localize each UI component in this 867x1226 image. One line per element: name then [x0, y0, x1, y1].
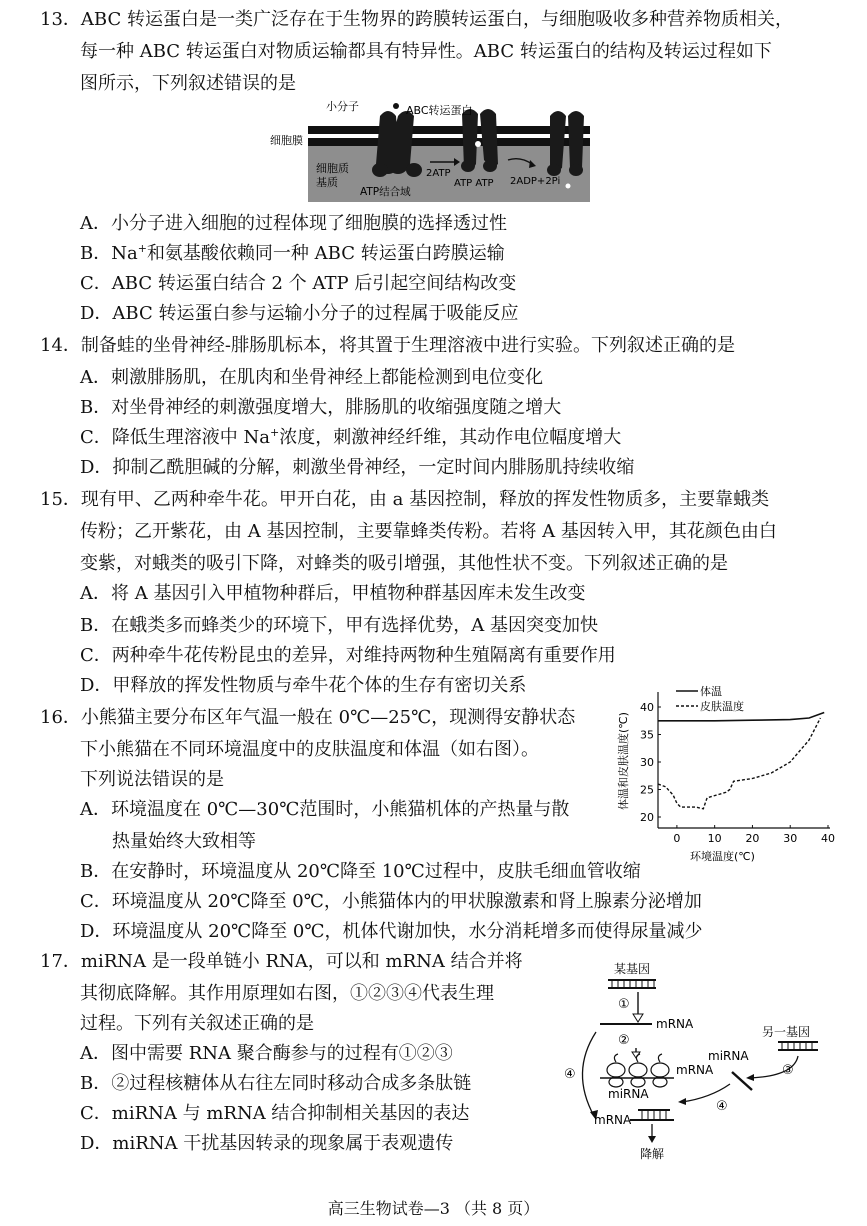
process-3-marker: ③ — [782, 1063, 794, 1078]
q16-option-d: D．环境温度从 20℃降至 0℃，机体代谢加快，水分消耗增多而使得尿量减少 — [80, 921, 703, 942]
process-4-marker-right: ④ — [716, 1099, 728, 1114]
q17-stem-line3: 过程。下列有关叙述正确的是 — [80, 1013, 314, 1034]
q17-option-a: A．图中需要 RNA 聚合酶参与的过程有①②③ — [80, 1043, 453, 1064]
q15-option-c: C．两种牵牛花传粉昆虫的差异，对维持两物种生殖隔离有重要作用 — [80, 645, 616, 666]
matrix-label-1: 细胞质 — [316, 162, 349, 175]
x-tick-label: 40 — [821, 832, 835, 845]
q14-option-b: B．对坐骨神经的刺激强度增大，腓肠肌的收缩强度随之增大 — [80, 397, 562, 418]
mirna-strand — [732, 1072, 752, 1090]
other-gene-label: 另一基因 — [762, 1025, 811, 1039]
legend-skin-temp: 皮肤温度 — [700, 700, 744, 713]
arrow-adp-label: 2ADP+2Pi — [510, 176, 561, 187]
page-footer: 高三生物试卷—3 （共 8 页） — [327, 1199, 540, 1218]
q16-option-c: C．环境温度从 20℃降至 0℃，小熊猫体内的甲状腺激素和肾上腺素分泌增加 — [80, 891, 702, 912]
process-1-marker: ① — [618, 997, 630, 1012]
temperature-chart — [612, 678, 837, 864]
x-axis-label: 环境温度(℃) — [690, 850, 755, 863]
atp-domain-label: ATP结合域 — [360, 186, 411, 198]
q15-option-b: B．在蛾类多而蜂类少的环境下，甲有选择优势，A 基因突变加快 — [80, 615, 598, 636]
q15-option-a: A．将 A 基因引入甲植物种群后，甲植物种群基因库未发生改变 — [80, 583, 586, 604]
mrna-label-top: mRNA — [656, 1017, 694, 1031]
mirna-label-bottom: miRNA — [608, 1087, 649, 1101]
q13-stem-line1: 13．ABC 转运蛋白是一类广泛存在于生物界的跨膜转运蛋白，与细胞吸收多种营养物质相关， — [40, 9, 793, 30]
q13-option-c: C．ABC 转运蛋白结合 2 个 ATP 后引起空间结构改变 — [80, 273, 517, 294]
q14-option-d: D．抑制乙酰胆碱的分解，刺激坐骨神经，一定时间内腓肠肌持续收缩 — [80, 457, 635, 478]
gene-dna — [608, 980, 656, 988]
q14-stem: 14．制备蛙的坐骨神经-腓肠肌标本，将其置于生理溶液中进行实验。下列叙述正确的是 — [40, 335, 735, 356]
q14-option-c: C．降低生理溶液中 Na+浓度，刺激神经纤维，其动作电位幅度增大 — [80, 426, 622, 448]
q15-option-d: D．甲释放的挥发性物质与牵牛花个体的生存有密切关系 — [80, 675, 527, 696]
x-tick-label: 20 — [745, 832, 760, 845]
small-molecule-label: 小分子 — [326, 100, 359, 113]
y-tick-label: 40 — [640, 701, 654, 714]
q15-stem-line1: 15．现有甲、乙两种牵牛花。甲开白花，由 a 基因控制，释放的挥发性物质多，主要靠蛾类 — [40, 489, 770, 510]
q17-stem-line2: 其彻底降解。其作用原理如右图，①②③④代表生理 — [80, 983, 494, 1004]
ribosomes — [600, 1054, 674, 1087]
y-tick-label: 30 — [640, 756, 654, 769]
membrane-label: 细胞膜 — [270, 134, 303, 147]
transporter-label: ABC转运蛋白 — [406, 104, 473, 117]
arrow-2atp-label: 2ATP — [426, 168, 451, 179]
q16-stem-line2: 下小熊猫在不同环境温度中的皮肤温度和体温（如右图）。 — [80, 739, 539, 760]
q17-stem-line1: 17．miRNA 是一段单链小 RNA，可以和 mRNA 结合并将 — [40, 951, 523, 972]
other-gene-dna — [778, 1042, 818, 1050]
process-2-marker: ② — [618, 1033, 630, 1048]
q16-option-b: B．在安静时，环境温度从 20℃降至 10℃过程中，皮肤毛细血管收缩 — [80, 861, 641, 882]
q16-stem-line1: 16．小熊猫主要分布区年气温一般在 0℃—25℃，现测得安静状态 — [40, 707, 576, 728]
mirna-mrna-duplex — [630, 1110, 674, 1120]
gene-label: 某基因 — [614, 962, 651, 976]
x-tick-label: 0 — [673, 832, 681, 845]
legend-body-temp: 体温 — [700, 685, 722, 698]
y-axis-label: 体温和皮肤温度(℃) — [617, 712, 630, 810]
q16-option-a-line1: A．环境温度在 0℃—30℃范围时，小熊猫机体的产热量与散 — [80, 799, 570, 820]
q17-option-b: B．②过程核糖体从右往左同时移动合成多条肽链 — [80, 1073, 472, 1094]
q15-stem-line2: 传粉；乙开紫花，由 A 基因控制，主要靠蜂类传粉。若将 A 基因转入甲，其花颜色由白 — [80, 521, 777, 542]
mrna-label-mid: mRNA — [676, 1063, 714, 1077]
series-body-temp-line — [658, 713, 824, 721]
abc-transporter-figure — [268, 100, 590, 202]
mirna-mechanism-figure — [556, 962, 832, 1160]
q13-stem-line3: 图所示，下列叙述错误的是 — [80, 73, 296, 94]
q17-option-c: C．miRNA 与 mRNA 结合抑制相关基因的表达 — [80, 1103, 470, 1124]
released-molecule-dot — [566, 184, 571, 189]
q13-option-a: A．小分子进入细胞的过程体现了细胞膜的选择透过性 — [80, 213, 507, 234]
q17-option-d: D．miRNA 干扰基因转录的现象属于表观遗传 — [80, 1133, 454, 1154]
mrna-label-bottom: mRNA — [594, 1113, 632, 1127]
x-tick-label: 30 — [783, 832, 798, 845]
y-tick-label: 25 — [640, 783, 654, 797]
series-skin-temp-line — [658, 718, 820, 809]
y-tick-label: 20 — [640, 811, 654, 824]
matrix-label-2: 基质 — [316, 176, 338, 189]
q13-option-b: B．Na+和氨基酸依赖同一种 ABC 转运蛋白跨膜运输 — [80, 242, 505, 264]
q13-stem-line2: 每一种 ABC 转运蛋白对物质运输都具有特异性。ABC 转运蛋白的结构及转运过程如下 — [80, 41, 772, 62]
q13-option-d: D．ABC 转运蛋白参与运输小分子的过程属于吸能反应 — [80, 303, 519, 324]
mirna-label-top: miRNA — [708, 1049, 749, 1063]
x-tick-label: 10 — [707, 832, 722, 845]
q16-option-a-line2: 热量始终大致相等 — [112, 831, 256, 852]
q14-option-a: A．刺激腓肠肌，在肌肉和坐骨神经上都能检测到电位变化 — [80, 367, 543, 388]
q15-stem-line3: 变紫，对蛾类的吸引下降，对蜂类的吸引增强，其他性状不变。下列叙述正确的是 — [80, 553, 728, 574]
small-molecule-dot — [393, 103, 399, 109]
y-tick-label: 35 — [640, 728, 654, 742]
degrade-label: 降解 — [640, 1147, 665, 1160]
process-4-marker-left: ④ — [564, 1067, 576, 1082]
q16-stem-line3: 下列说法错误的是 — [80, 769, 224, 790]
atp-atp-label: ATP ATP — [454, 178, 494, 189]
